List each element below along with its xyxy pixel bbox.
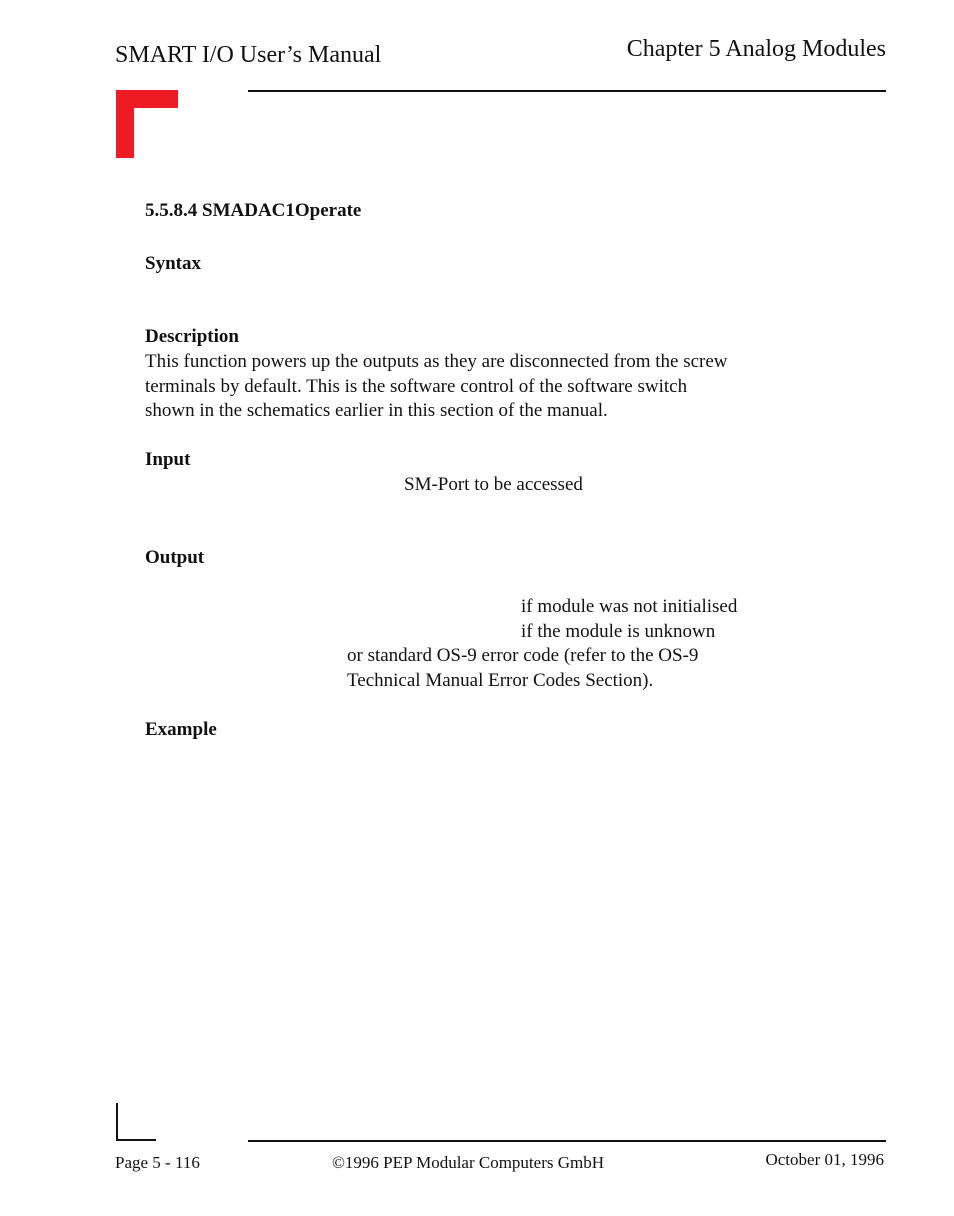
header-rule <box>248 90 886 92</box>
copyright: ©1996 PEP Modular Computers GmbH <box>332 1153 605 1172</box>
page-number: Page 5 - 116 <box>115 1153 200 1172</box>
output-line: or standard OS-9 error code (refer to the OS-9 <box>347 645 699 666</box>
input-label: Input <box>145 449 191 470</box>
corner-mark-bottom-vertical <box>116 1103 118 1141</box>
manual-title: SMART I/O User’s Manual <box>115 42 382 68</box>
output-line: if the module is unknown <box>521 621 716 642</box>
description-label: Description <box>145 326 239 347</box>
corner-mark-bottom-horizontal <box>116 1139 156 1141</box>
footer-date: October 01, 1996 <box>765 1150 884 1169</box>
description-line: shown in the schematics earlier in this section of the manual. <box>145 400 608 422</box>
description-line: terminals by default. This is the software control of the software switch <box>145 375 688 397</box>
footer-rule <box>248 1140 886 1142</box>
output-label: Output <box>145 547 205 568</box>
output-line: if module was not initialised <box>521 596 738 617</box>
description-line: This function powers up the outputs as they are disconnected from the screw <box>145 351 728 372</box>
chapter-title: Chapter 5 Analog Modules <box>626 36 886 62</box>
input-description: SM-Port to be accessed <box>404 474 583 495</box>
example-label: Example <box>145 719 217 740</box>
output-line: Technical Manual Error Codes Section). <box>347 670 654 691</box>
corner-mark-vertical <box>116 90 134 158</box>
syntax-label: Syntax <box>145 253 201 274</box>
section-heading: 5.5.8.4 SMADAC1Operate <box>145 200 362 221</box>
description-paragraph <box>145 350 728 424</box>
